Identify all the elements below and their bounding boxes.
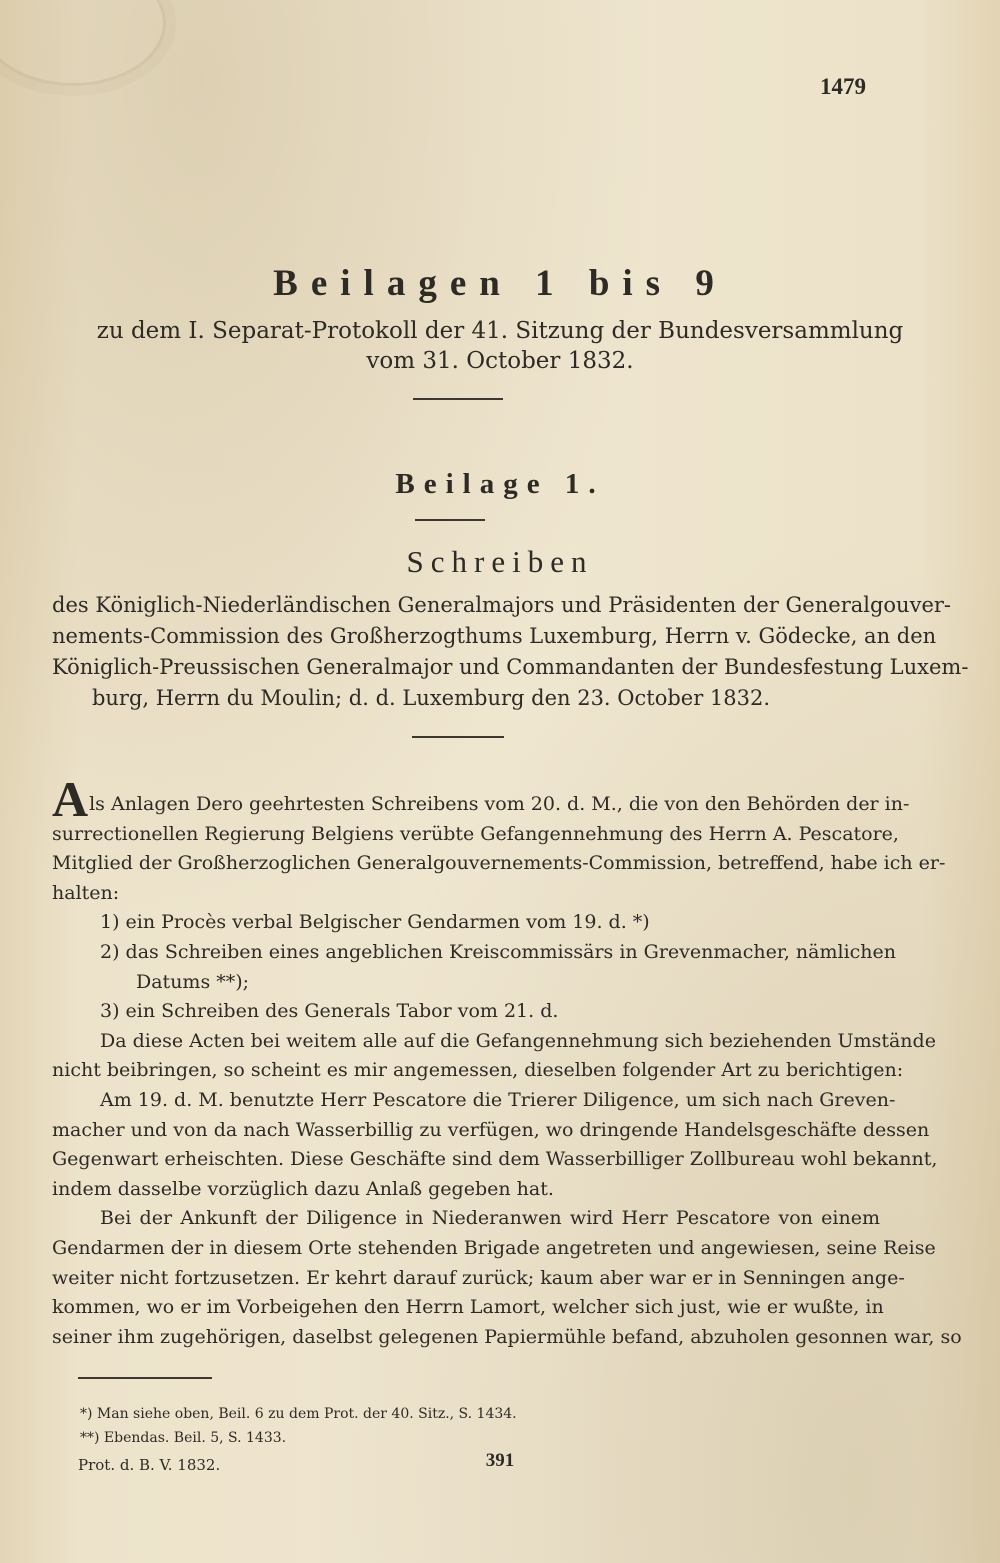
body-line: kommen, wo er im Vorbeigehen den Herrn Lamort, welcher sich just, wie er wußte, in bbox=[52, 1296, 884, 1319]
list-item: 1) ein Procès verbal Belgischer Gendarmen vom 19. d. *) bbox=[100, 911, 650, 934]
body-line: macher und von da nach Wasserbillig zu verfügen, wo dringende Handelsgeschäfte dessen bbox=[52, 1118, 930, 1141]
library-stamp bbox=[0, 0, 166, 86]
footnote: *) Man siehe oben, Beil. 6 zu dem Prot. der 40. Sitz., S. 1434. bbox=[80, 1406, 517, 1422]
body-line: Bei der Ankunft der Diligence in Niederanwen wird Herr Pescatore von einem bbox=[100, 1207, 880, 1230]
schreiben-heading: Schreiben bbox=[406, 544, 594, 579]
footnote: **) Ebendas. Beil. 5, S. 1433. bbox=[80, 1430, 287, 1446]
body-line: surrectionellen Regierung Belgiens verübte Gefangennehmung des Herrn A. Pescatore, bbox=[52, 822, 899, 845]
drop-cap: A bbox=[52, 771, 89, 827]
list-item: 2) das Schreiben eines angeblichen Kreiscommissärs in Grevenmacher, nämlichen bbox=[100, 940, 897, 963]
paragraph bbox=[52, 1086, 938, 1204]
beilage-heading: Beilage 1. bbox=[395, 468, 605, 500]
enumeration-list bbox=[52, 908, 897, 1026]
body-line: Am 19. d. M. benutzte Herr Pescatore die Trierer Diligence, um sich nach Greven- bbox=[100, 1088, 896, 1111]
body-line: Mitglied der Großherzoglichen Generalgouvernements-Commission, betreffend, habe ich er- bbox=[52, 852, 946, 875]
divider-rule bbox=[413, 398, 503, 400]
main-title: Beilagen 1 bis 9 bbox=[273, 263, 727, 304]
page-number: 1479 bbox=[820, 74, 866, 99]
letter-body bbox=[52, 771, 962, 1352]
divider-rule bbox=[412, 736, 504, 738]
body-line: nicht beibringen, so scheint es mir angemessen, dieselben folgender Art zu berichtigen: bbox=[52, 1059, 904, 1082]
paragraph bbox=[52, 771, 946, 908]
description-line: burg, Herrn du Moulin; d. d. Luxemburg den 23. October 1832. bbox=[91, 686, 771, 710]
description-line: des Königlich-Niederländischen Generalmajors und Präsidenten der Generalgouver- bbox=[52, 593, 952, 617]
list-item: 3) ein Schreiben des Generals Tabor vom 21. d. bbox=[100, 1000, 559, 1023]
body-line: indem dasselbe vorzüglich dazu Anlaß gegeben hat. bbox=[52, 1177, 554, 1200]
body-line: seiner ihm zugehörigen, daselbst gelegenen Papiermühle befand, abzuholen gesonnen war, so bbox=[52, 1325, 962, 1348]
subtitle-line-2: vom 31. October 1832. bbox=[366, 348, 634, 374]
paragraph bbox=[52, 1027, 936, 1086]
list-item-continuation: Datums **); bbox=[136, 970, 250, 993]
description-line: Königlich-Preussischen Generalmajor und Commandanten der Bundesfestung Luxem- bbox=[52, 655, 969, 679]
body-line: Als Anlagen Dero geehrtesten Schreibens vom 20. d. M., die von den Behörden der in- bbox=[52, 771, 910, 827]
subtitle bbox=[0, 316, 1000, 376]
footer-reference: Prot. d. B. V. 1832. bbox=[78, 1456, 221, 1474]
letter-description bbox=[52, 590, 969, 714]
body-line: weiter nicht fortzusetzen. Er kehrt darauf zurück; kaum aber war er in Senningen ange- bbox=[52, 1266, 905, 1289]
divider-rule bbox=[415, 519, 485, 521]
footnote-rule bbox=[78, 1377, 212, 1379]
body-line: halten: bbox=[52, 881, 120, 904]
body-line: Da diese Acten bei weitem alle auf die Gefangennehmung sich beziehenden Umstände bbox=[100, 1029, 936, 1052]
body-line: Gendarmen der in diesem Orte stehenden Brigade angetreten und angewiesen, seine Reise bbox=[52, 1236, 936, 1259]
description-line: nements-Commission des Großherzogthums Luxemburg, Herrn v. Gödecke, an den bbox=[52, 624, 937, 648]
subtitle-line-1: zu dem I. Separat-Protokoll der 41. Sitzung der Bundesversammlung bbox=[96, 318, 904, 344]
paragraph bbox=[52, 1204, 962, 1352]
printer-signature: 391 bbox=[485, 1450, 515, 1471]
body-line: Gegenwart erheischten. Diese Geschäfte sind dem Wasserbilliger Zollbureau wohl bekannt, bbox=[52, 1148, 938, 1171]
